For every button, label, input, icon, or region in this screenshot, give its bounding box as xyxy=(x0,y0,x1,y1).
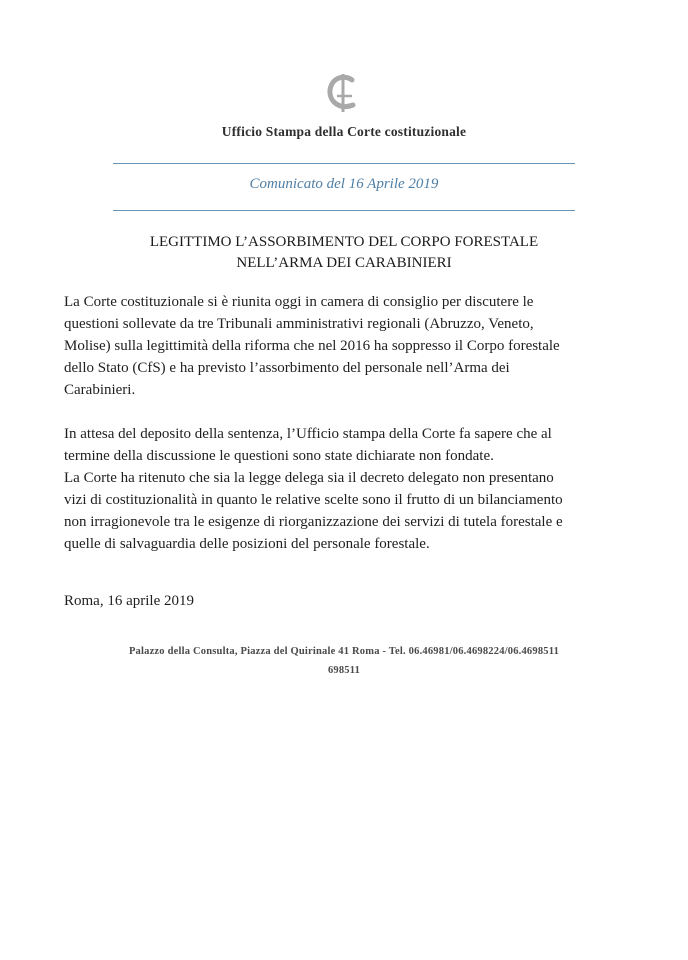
headline-line-2: NELL’ARMA DEI CARABINIERI xyxy=(236,255,452,271)
headline xyxy=(0,232,688,274)
paragraph-line: Molise) sulla legittimità della riforma che nel 2016 ha soppresso il Corpo forestale xyxy=(64,338,560,354)
top-divider xyxy=(113,163,575,164)
footer-line-1: Palazzo della Consulta, Piazza del Quirinale 41 Roma - Tel. 06.46981/06.4698224/06.4698511 xyxy=(128,646,560,657)
paragraph-line: Carabinieri. xyxy=(64,382,136,398)
paragraph-line: dello Stato (CfS) e ha previsto l’assorbimento del personale nell’Arma dei xyxy=(64,360,510,376)
bottom-divider xyxy=(113,210,575,211)
paragraph-1 xyxy=(64,291,634,401)
paragraph-line: vizi di costituzionalità in quanto le relative scelte sono il frutto di un bilanciamento xyxy=(64,492,563,508)
paragraph-2 xyxy=(64,423,634,467)
headline-line-1: LEGITTIMO L’ASSORBIMENTO DEL CORPO FORESTALE xyxy=(149,234,539,250)
paragraph-line: questioni sollevate da tre Tribunali amministrativi regionali (Abruzzo, Veneto, xyxy=(64,316,534,332)
press-release-date: Comunicato del 16 Aprile 2019 xyxy=(249,176,439,192)
paragraph-line: non irragionevole tra le esigenze di riorganizzazione dei servizi di tutela forestale e xyxy=(64,514,563,530)
paragraph-3 xyxy=(64,467,634,555)
paragraph-line: In attesa del deposito della sentenza, l’Ufficio stampa della Corte fa sapere che al xyxy=(64,426,552,442)
paragraph-line: termine della discussione le questioni sono state dichiarate non fondate. xyxy=(64,448,494,464)
paragraph-line: La Corte costituzionale si è riunita oggi in camera di consiglio per discutere le xyxy=(64,294,534,310)
paragraph-line: quelle di salvaguardia delle posizioni del personale forestale. xyxy=(64,536,430,552)
paragraph-line: La Corte ha ritenuto che sia la legge delega sia il decreto delegato non presentano xyxy=(64,470,554,486)
footer-line-2: 698511 xyxy=(327,665,361,676)
office-name: Ufficio Stampa della Corte costituzionale xyxy=(221,124,467,139)
footer-address xyxy=(0,642,688,680)
dateline: Roma, 16 aprile 2019 xyxy=(64,593,194,609)
corte-costituzionale-logo-icon xyxy=(322,72,364,114)
